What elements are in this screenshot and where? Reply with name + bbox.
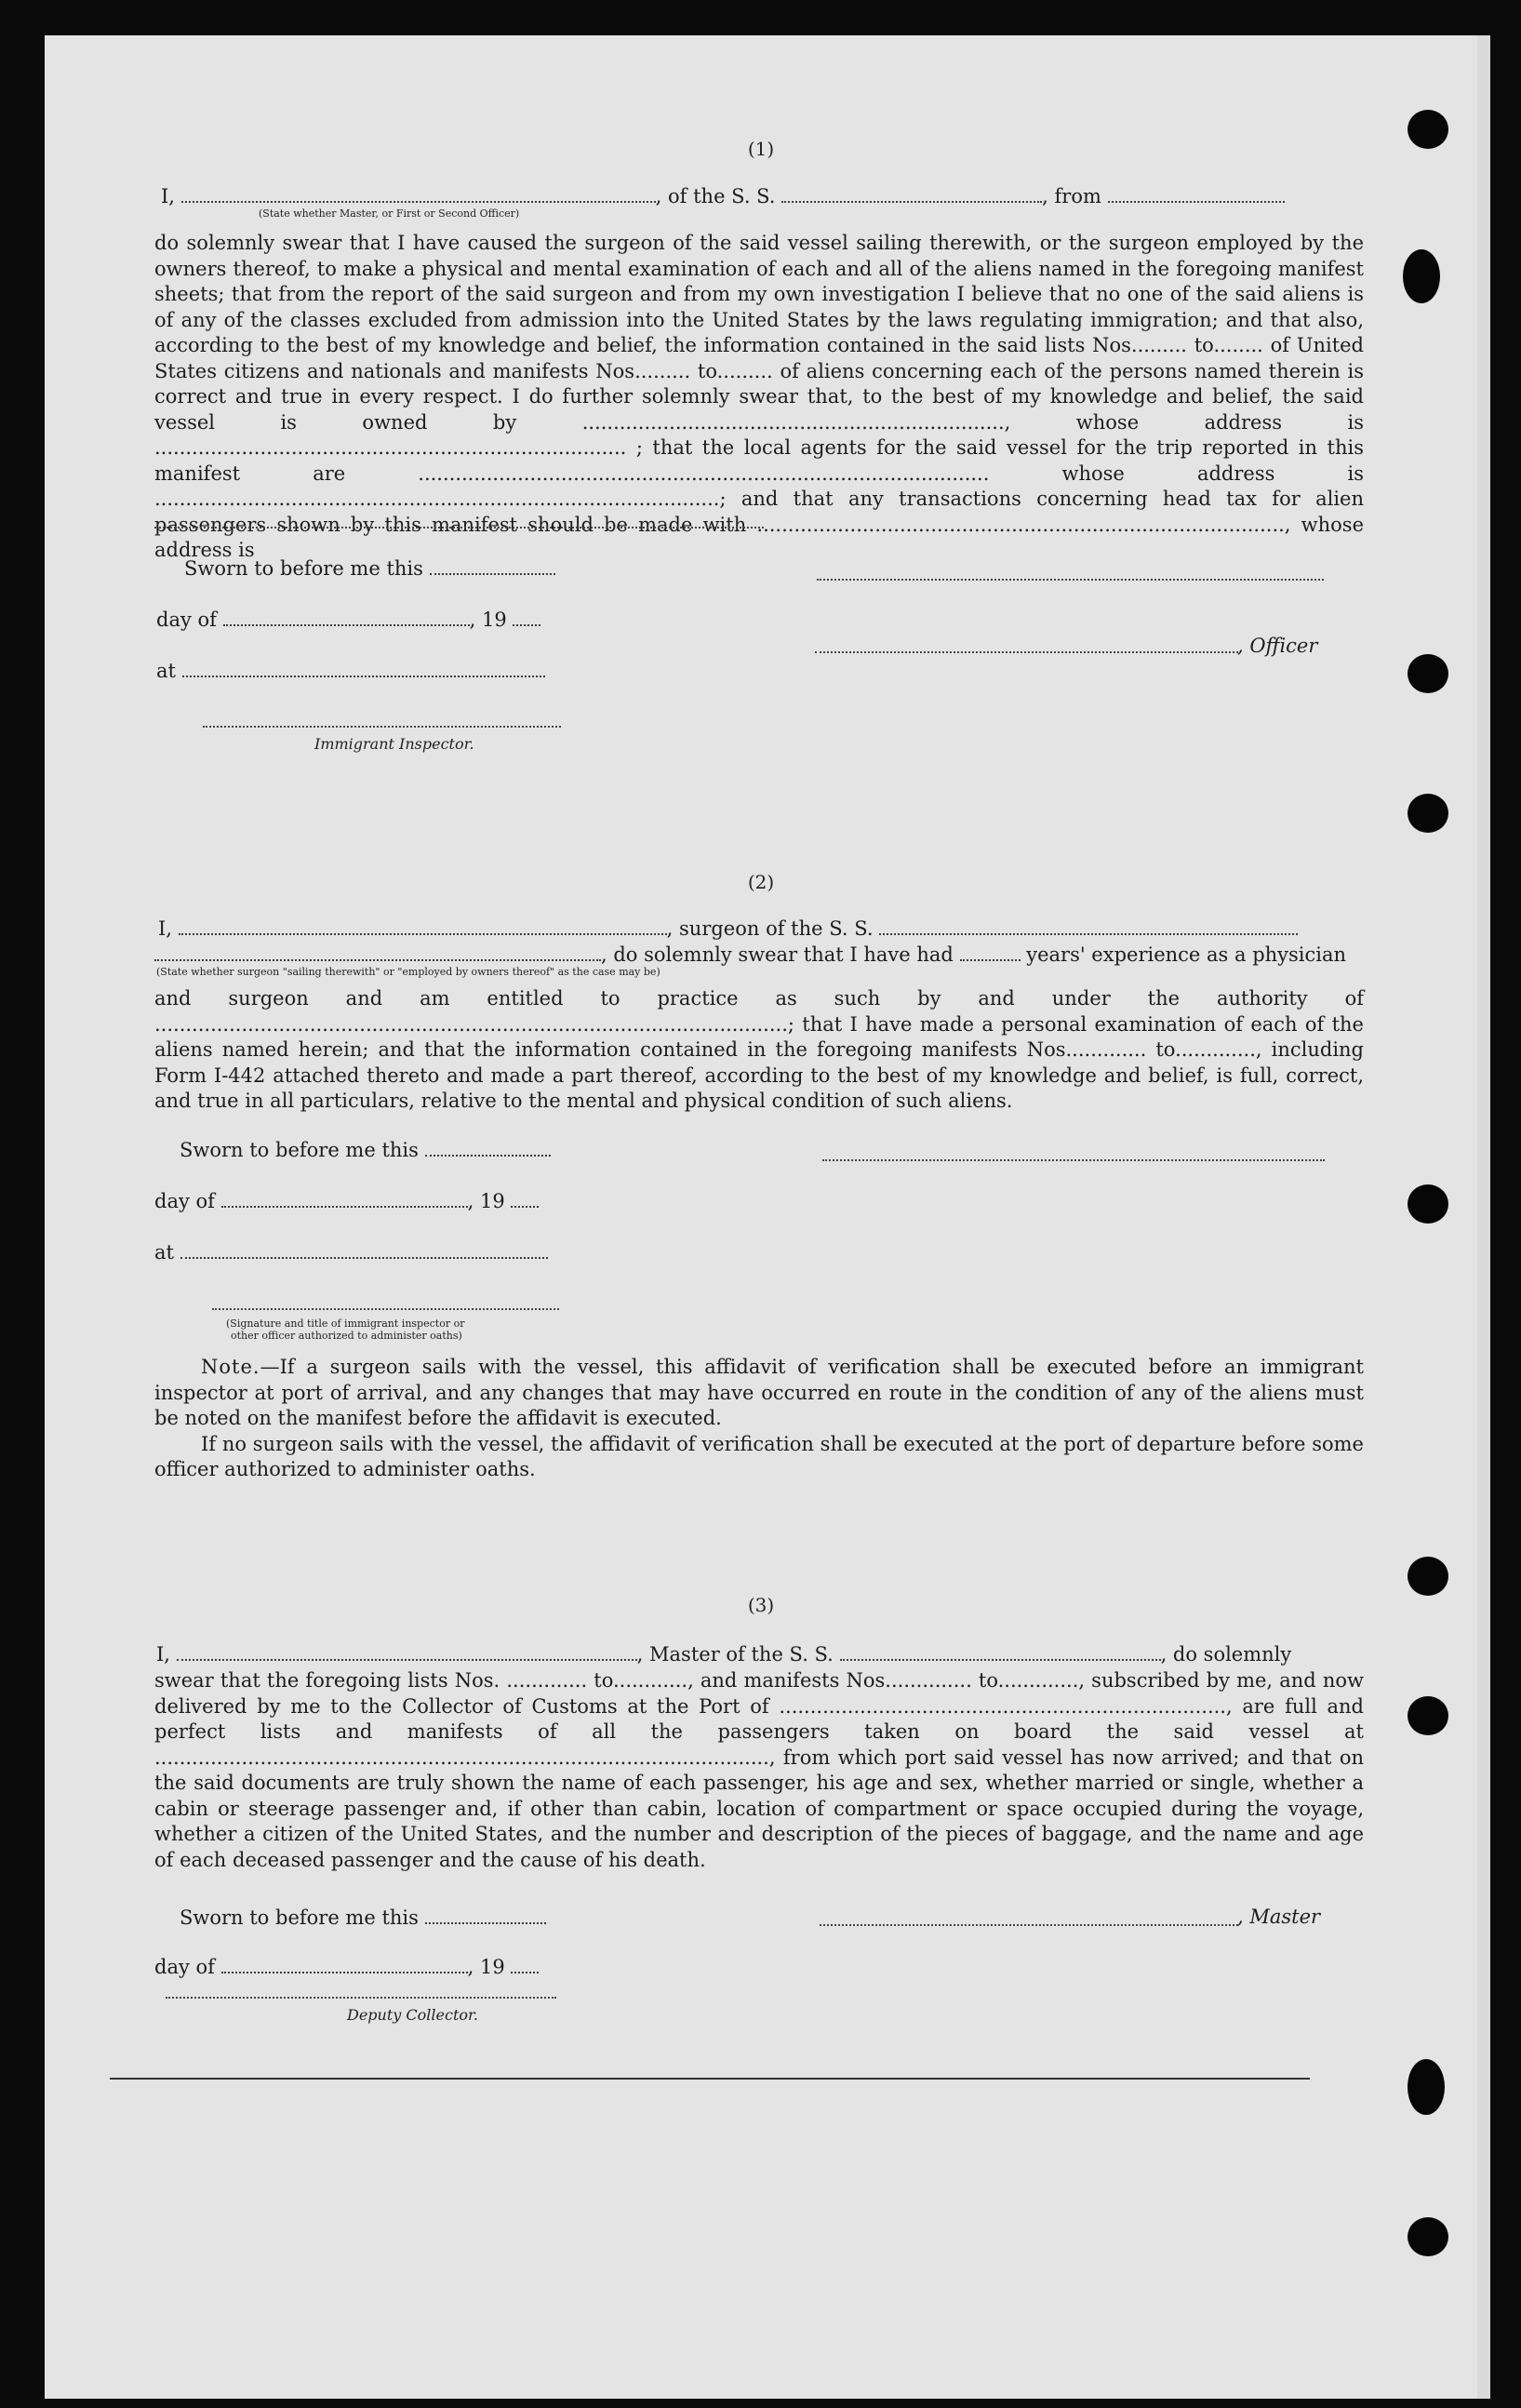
deputy-signature-line[interactable]	[166, 1997, 556, 1999]
note-block	[154, 1355, 1364, 1483]
section-2-paragraph: and surgeon and am entitled to practice as such by and under the authority of ......................................................................................................; that I have made a personal examination of each of the aliens named herein; and that the information contained in the foregoing manifests Nos............. to............., including Form I-442 attached thereto and made a part thereof, according to the best of my knowledge and belief, is full, correct, and true in all particulars, relative to the mental and physical condition of such aliens.	[154, 987, 1364, 1112]
at-place-blank[interactable]	[182, 659, 545, 677]
section-2-second-line: , do solemnly swear that I have had years' experience as a physician	[154, 943, 1346, 961]
section-1-first-line	[161, 184, 1285, 207]
signature-caption-1: (Signature and title of immigrant inspector or	[226, 1318, 465, 1330]
section-1-officer-hint: (State whether Master, or First or Second Officer)	[259, 207, 520, 220]
from-port-blank[interactable]	[1108, 184, 1285, 203]
surgeon-vessel-blank[interactable]	[879, 916, 1298, 935]
day-of-month-blank[interactable]	[223, 608, 470, 626]
sworn-line-2: Sworn to before me this	[180, 1138, 551, 1157]
binder-hole	[1408, 2217, 1448, 2256]
whose-address-blank[interactable]	[154, 527, 764, 528]
sworn-line-3: Sworn to before me this	[180, 1906, 546, 1924]
section-2-first-line: I, , surgeon of the S. S.	[158, 916, 1298, 935]
day-of-month-blank-3[interactable]	[221, 1955, 468, 1973]
surgeon-name-blank[interactable]	[179, 916, 667, 935]
binder-hole	[1408, 2059, 1445, 2115]
section-1-number: (1)	[747, 138, 775, 160]
sworn-date-blank-3[interactable]	[425, 1906, 546, 1924]
at-place-blank-2[interactable]	[180, 1240, 548, 1259]
section-2-number: (2)	[747, 871, 775, 893]
signature-caption-2: other officer authorized to administer oaths)	[231, 1330, 462, 1342]
years-experience-blank[interactable]	[960, 943, 1021, 961]
year-blank-2[interactable]	[511, 1189, 539, 1208]
sworn-date-blank-2[interactable]	[425, 1138, 551, 1157]
vessel-name-blank[interactable]	[781, 184, 1042, 203]
master-name-blank-3[interactable]	[177, 1642, 637, 1661]
label-of-ss: , of the S. S.	[655, 185, 776, 207]
surgeon-type-blank[interactable]	[154, 943, 601, 961]
binder-hole	[1403, 249, 1440, 303]
section-3-first-line: I, , Master of the S. S. , do solemnly	[156, 1643, 1292, 1666]
note-label: Note.	[201, 1356, 260, 1378]
officer-label: , Officer	[1237, 635, 1318, 657]
label-i: I,	[161, 185, 175, 207]
master-signature-line[interactable]	[820, 1924, 1238, 1926]
day-of-month-blank-2[interactable]	[221, 1189, 468, 1208]
binder-hole	[1408, 794, 1448, 833]
day-of-line-2: day of , 19	[154, 1189, 539, 1208]
year-blank[interactable]	[513, 608, 540, 626]
section-3-number: (3)	[747, 1594, 775, 1616]
master-vessel-blank[interactable]	[840, 1642, 1161, 1661]
section-1-paragraph: do solemnly swear that I have caused the surgeon of the said vessel sailing therewith, or the surgeon employed by the owners thereof, to make a physical and mental examination of each and all of the aliens named in the foregoing manifest sheets; that from the report of the said surgeon and from my own investigation I believe that no one of the said aliens is of any of the classes excluded from admission into the United States by the laws regulating immigration; and that also, according to the best of my knowledge and belief, the information contained in the said lists Nos......... to........ of United States citizens and nationals and manifests Nos......... to......... of aliens concerning each of the persons named therein is correct and true in every respect. I do further solemnly swear that, to the best of my knowledge and belief, the said vessel is owned by ...................................................................., whose address is ............................................................................ ; that the local agents for the said vessel for the trip reported in this manifest are ............................................................................................ whose address is ...........................................................................................; and that any transactions concerning head tax for alien passengers shown by this manifest should be made with ....................................................................................., whose address is	[154, 232, 1364, 561]
officer-name-line[interactable]	[815, 651, 1238, 653]
binder-hole	[1408, 1696, 1448, 1735]
note-text: —If a surgeon sails with the vessel, this affidavit of verification shall be executed before an immigrant inspector at port of arrival, and any changes that may have occurred en route in the condition of any of the aliens must be noted on the manifest before the affidavit is executed.	[154, 1356, 1364, 1429]
master-label: , Master	[1237, 1906, 1321, 1928]
deputy-collector-caption: Deputy Collector.	[347, 2006, 478, 2024]
binder-hole	[1408, 1557, 1448, 1596]
at-line-2: at	[154, 1240, 548, 1259]
bottom-rule	[110, 2078, 1310, 2080]
binder-hole	[1408, 1184, 1448, 1224]
sworn-date-blank[interactable]	[430, 556, 555, 575]
surgeon-signature-line[interactable]	[822, 1159, 1325, 1161]
sworn-line-1: Sworn to before me this	[184, 556, 555, 575]
binder-hole	[1408, 654, 1448, 693]
day-of-line-3: day of , 19	[154, 1955, 539, 1973]
label-from: , from	[1042, 185, 1101, 207]
surgeon-type-hint: (State whether surgeon "sailing therewith" or "employed by owners thereof" as the case may be)	[156, 966, 660, 978]
immigrant-inspector-caption: Immigrant Inspector.	[314, 735, 474, 753]
section-3-paragraph: swear that the foregoing lists Nos. ............. to............, and manifests Nos.............. to............., subscribed by me, and now delivered by me to the Collector of Customs at the Port of ........................................................................, are full and perfect lists and manifests of all the passengers taken on board the said vessel at ..................................................................................................., from which port said vessel has now arrived; and that on the said documents are truly shown the name of each passenger, his age and sex, whether married or single, whether a cabin or steerage passenger and, if other than cabin, location of compartment or space occupied during the voyage, whether a citizen of the United States, and the number and description of the pieces of baggage, and the name and age of each deceased passenger and the cause of his death.	[154, 1669, 1364, 1871]
note-text-2: If no surgeon sails with the vessel, the affidavit of verification shall be executed at the port of departure before some officer authorized to administer oaths.	[154, 1432, 1364, 1480]
year-blank-3[interactable]	[511, 1955, 539, 1973]
officer-signature-line[interactable]	[817, 579, 1324, 581]
document-page	[45, 35, 1490, 2399]
day-of-line-1: day of , 19	[156, 608, 540, 626]
at-line-1: at	[156, 659, 545, 677]
inspector-signature-line-2[interactable]	[212, 1308, 559, 1310]
inspector-signature-line[interactable]	[203, 726, 561, 728]
master-name-blank[interactable]	[181, 184, 656, 203]
